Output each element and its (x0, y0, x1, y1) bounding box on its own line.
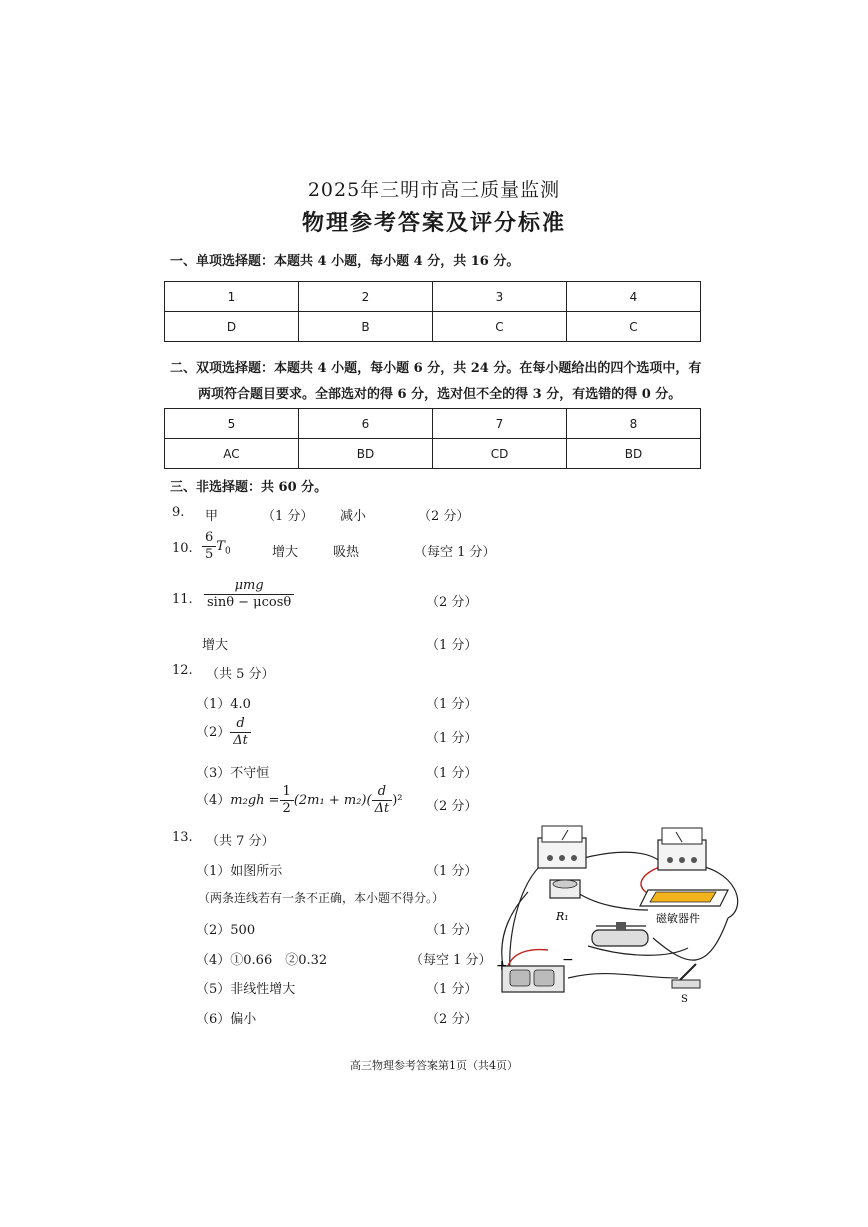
document-subtitle: 物理参考答案及评分标准 (301, 210, 566, 236)
wire (578, 893, 648, 910)
q10-answer-3: 吸热 (333, 545, 360, 560)
equation-middle: (2m₁ + m₂)( (293, 793, 372, 808)
red-wire (508, 950, 548, 966)
q13-item-1-score: （1 分） (426, 864, 478, 879)
fraction-denominator: Δt (233, 733, 248, 748)
fraction-numerator: 1 (280, 784, 294, 801)
fraction-denominator: sinθ − μcosθ (207, 595, 292, 610)
q9-score-1: （1 分） (262, 509, 314, 524)
table-cell: AC (165, 439, 299, 469)
q12-item-3-score: （1 分） (426, 766, 478, 781)
q11-answer-2: 增大 (202, 638, 229, 653)
half-fraction (280, 784, 294, 817)
fraction-numerator: d (230, 716, 251, 733)
q12-total: （共 5 分） (206, 667, 275, 682)
q12-item-2-score: （1 分） (426, 731, 478, 746)
item-label: （2） (196, 725, 231, 740)
q13-item-1: （1）如图所示 (196, 864, 283, 879)
q11-fraction (204, 578, 294, 611)
switch (672, 964, 700, 988)
q11-answer-1 (204, 578, 294, 611)
table-cell: 4 (567, 282, 701, 312)
table-row (165, 409, 701, 439)
q10-variable: T (216, 539, 225, 554)
table-cell: 8 (567, 409, 701, 439)
table-cell: B (299, 312, 433, 342)
meter-right (658, 828, 706, 870)
q12-item-1-score: （1 分） (426, 697, 478, 712)
q9-answer-1: 甲 (205, 509, 219, 524)
item-label: （4） (196, 793, 231, 808)
q10-score: （每空 1 分） (414, 545, 496, 560)
minus-sign: − (562, 952, 574, 968)
fraction-numerator: 6 (202, 530, 216, 547)
q13-item-4: （4）①0.66 ②0.32 (196, 953, 328, 968)
equation-lhs: m₂gh = (230, 793, 280, 808)
q11-number: 11. (172, 592, 193, 607)
table-cell: D (165, 312, 299, 342)
q13-item-4-score: （每空 1 分） (410, 953, 492, 968)
q13-item-2: （2）500 (196, 923, 256, 938)
q10-fraction (202, 530, 216, 563)
section1-answer-table (164, 281, 701, 342)
wire (502, 892, 528, 966)
wire (588, 946, 688, 955)
q12-item-2-fraction (230, 716, 251, 749)
table-cell: C (567, 312, 701, 342)
table-cell: 7 (433, 409, 567, 439)
table-cell: BD (299, 439, 433, 469)
magnetic-sensor (640, 890, 728, 906)
section1-heading: 一、单项选择题：本题共 4 小题，每小题 4 分，共 16 分。 (170, 254, 520, 269)
q10-number: 10. (172, 541, 193, 556)
sensor-label: 磁敏器件 (656, 912, 700, 925)
table-row (165, 312, 701, 342)
q13-item-2-score: （1 分） (426, 923, 478, 938)
section2-heading-line2: 两项符合题目要求。全部选对的得 6 分，选对但不全的得 3 分，有选错的得 0 分。 (198, 387, 682, 402)
circuit-diagram (488, 818, 750, 1008)
table-row (165, 282, 701, 312)
equation-end: )² (392, 793, 403, 808)
fraction-numerator: μmg (204, 578, 294, 595)
table-cell: CD (433, 439, 567, 469)
q12-item-3: （3）不守恒 (196, 766, 270, 781)
q11-score-1: （2 分） (426, 595, 478, 610)
q10-answer-1 (202, 530, 231, 563)
table-cell: C (433, 312, 567, 342)
q9-answer-2: 减小 (340, 509, 367, 524)
document-title: 2025年三明市高三质量监测 (307, 179, 561, 201)
resistor-r1 (550, 880, 580, 898)
plus-sign: + (496, 958, 508, 974)
q13-item-6-score: （2 分） (426, 1012, 478, 1027)
fraction-denominator: Δt (374, 801, 390, 816)
section3-heading: 三、非选择题：共 60 分。 (170, 480, 328, 495)
r1-label: R₁ (556, 910, 569, 923)
switch-label: S (681, 994, 688, 1005)
table-cell: 3 (433, 282, 567, 312)
q13-item-6: （6）偏小 (196, 1012, 257, 1027)
wire (568, 974, 678, 978)
q12-item-4 (196, 784, 402, 817)
q12-item-4-score: （2 分） (426, 799, 478, 814)
table-row (165, 439, 701, 469)
section2-answer-table (164, 408, 701, 469)
battery-pack (502, 966, 564, 992)
q10-answer-2: 增大 (272, 545, 299, 560)
q13-number: 13. (172, 830, 193, 845)
wire (510, 866, 540, 968)
rheostat (592, 922, 648, 946)
table-cell: BD (567, 439, 701, 469)
q11-score-2: （1 分） (426, 638, 478, 653)
q10-subscript: 0 (224, 546, 231, 557)
table-cell: 1 (165, 282, 299, 312)
table-cell: 2 (299, 282, 433, 312)
q9-score-2: （2 分） (418, 509, 470, 524)
q12-item-1: （1）4.0 (196, 697, 251, 712)
fraction-denominator: 2 (282, 801, 291, 816)
q13-item-5: （5）非线性增大 (196, 982, 296, 997)
fraction-denominator: 5 (205, 547, 214, 562)
meter-left (538, 826, 586, 868)
q12-number: 12. (172, 663, 193, 678)
d-over-dt-fraction (372, 784, 393, 817)
q13-note: （两条连线若有一条不正确，本小题不得分。） (198, 891, 445, 905)
table-cell: 5 (165, 409, 299, 439)
table-cell: 6 (299, 409, 433, 439)
q13-item-5-score: （1 分） (426, 982, 478, 997)
q9-number: 9. (172, 505, 185, 520)
fraction-numerator: d (372, 784, 393, 801)
q12-item-2 (196, 716, 251, 749)
page-footer: 高三物理参考答案第1页（共4页） (350, 1059, 518, 1072)
q13-total: （共 7 分） (206, 834, 275, 849)
section2-heading-line1: 二、双项选择题：本题共 4 小题，每小题 6 分，共 24 分。在每小题给出的四个选项中，有 (170, 361, 702, 376)
